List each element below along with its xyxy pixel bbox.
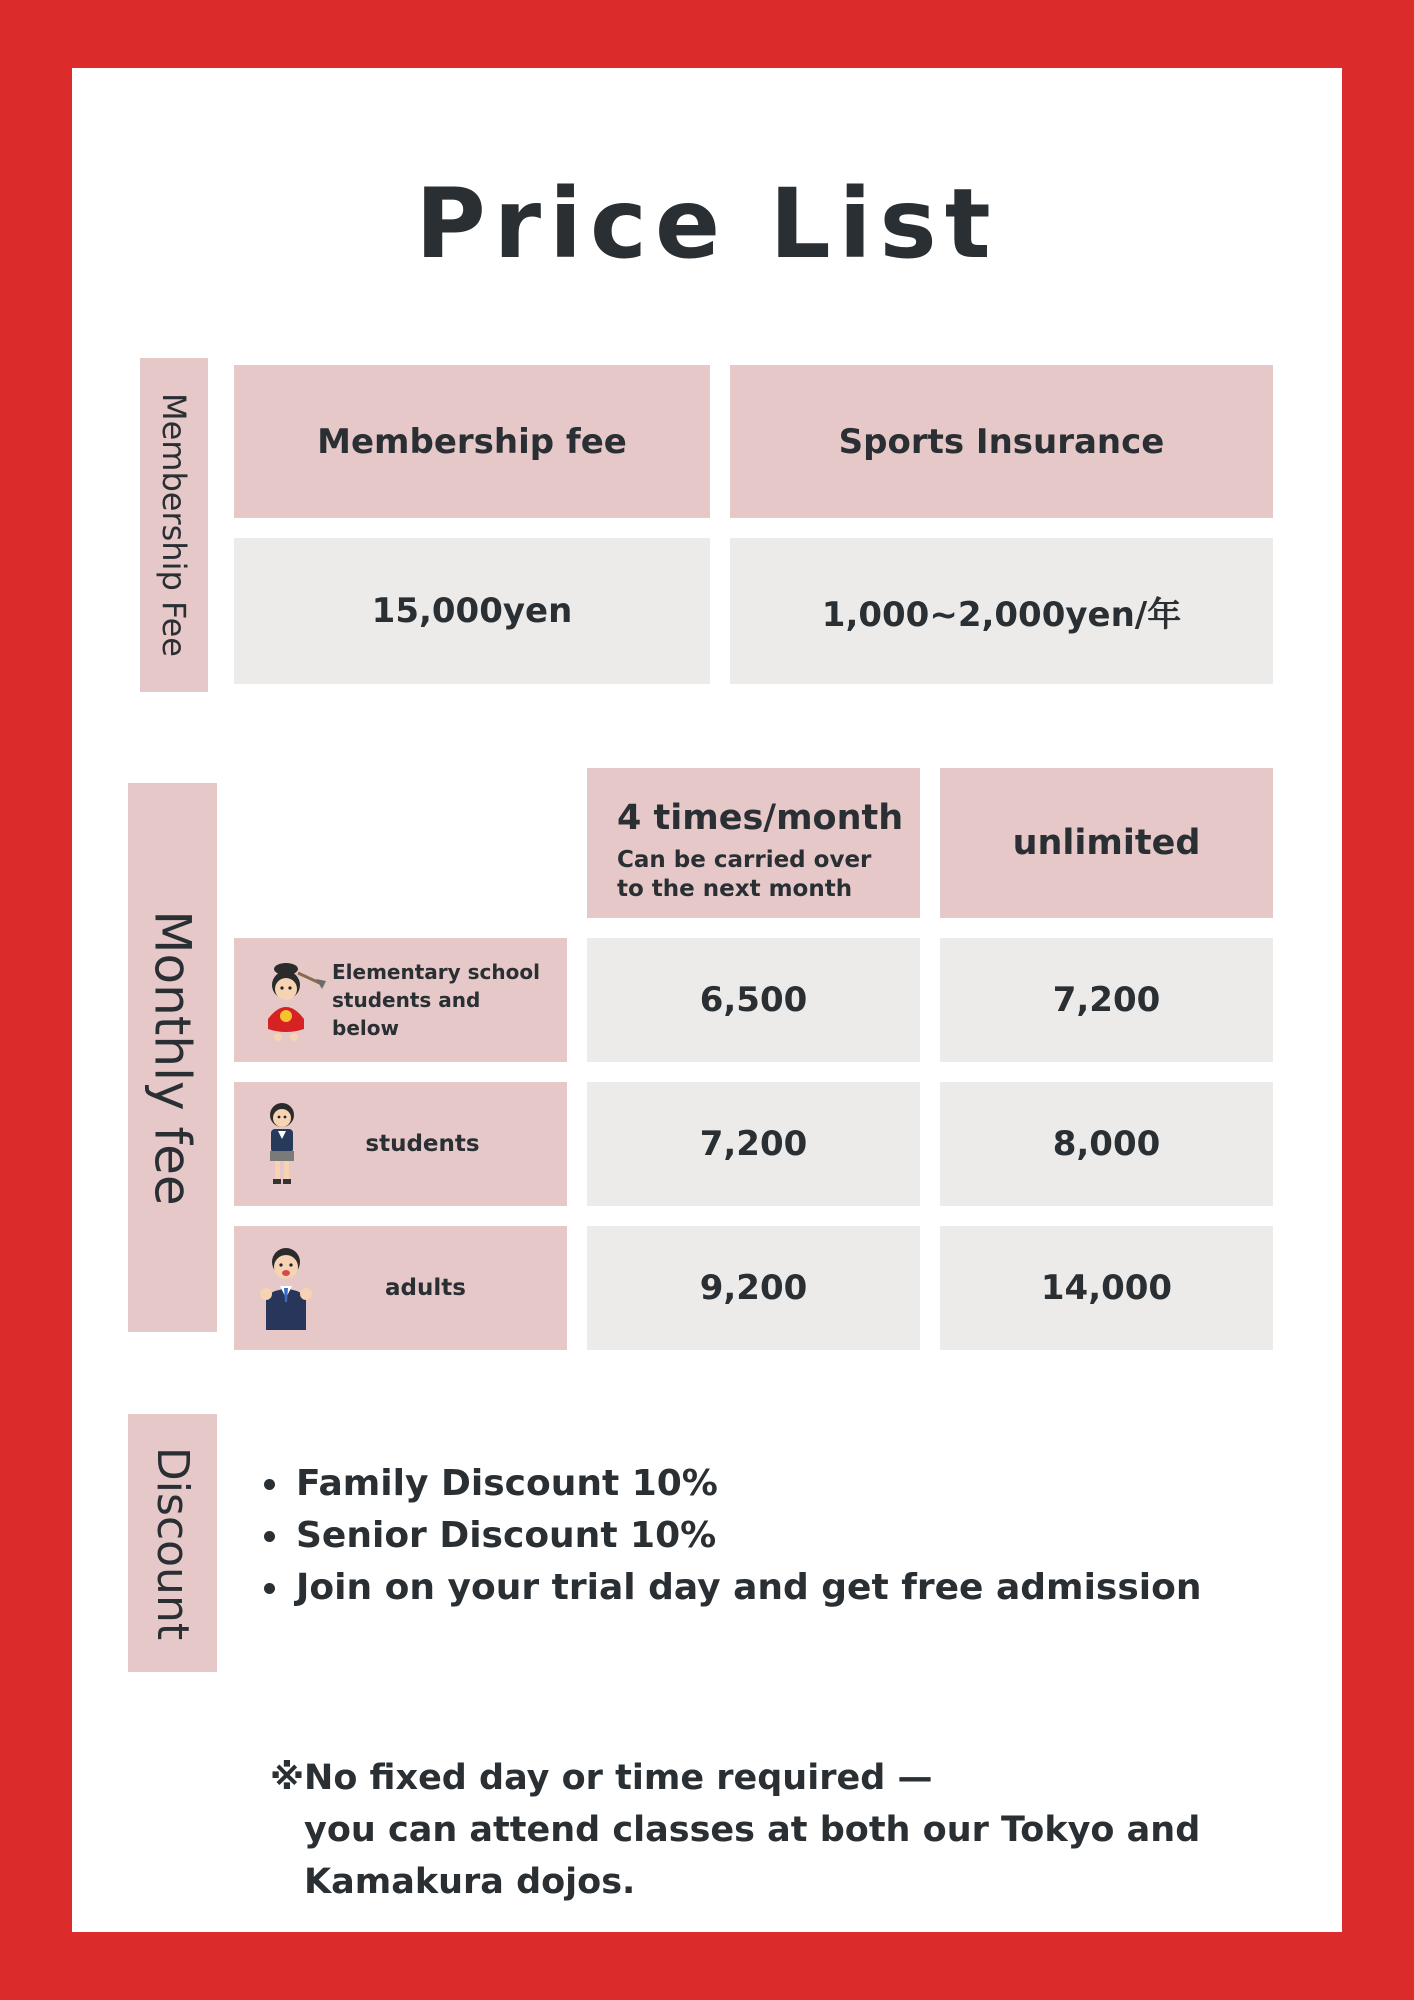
discount-item-trial: • Join on your trial day and get free admission: [292, 1562, 1302, 1614]
discount-item-family: • Family Discount 10%: [292, 1458, 1302, 1510]
price-adults-unlimited: 14,000: [940, 1226, 1273, 1350]
price-students-4-times: 7,200: [587, 1082, 920, 1206]
page-title: Price List: [415, 168, 999, 280]
footnote: [270, 1752, 1300, 1908]
monthly-section-label: [128, 783, 217, 1332]
membership-section-label: [140, 358, 208, 692]
membership-fee-value: 15,000yen: [234, 538, 710, 684]
plan-header-unlimited: unlimited: [940, 768, 1273, 918]
businessman-icon: [258, 1246, 314, 1330]
price-elementary-unlimited: 7,200: [940, 938, 1273, 1062]
membership-fee-header: Membership fee: [234, 365, 710, 518]
student-icon: [258, 1101, 308, 1187]
child-mascot-icon: [258, 959, 328, 1041]
row-students-label: [234, 1082, 567, 1206]
plan-note-4-times: Can be carried over to the next month: [617, 847, 872, 902]
price-adults-4-times: 9,200: [587, 1226, 920, 1350]
discount-section-label-text: Discount: [147, 1446, 199, 1640]
membership-section-label-text: Membership Fee: [155, 393, 194, 657]
discount-list: [252, 1458, 1302, 1614]
plan-name-4-times: 4 times/month: [617, 798, 904, 838]
price-students-unlimited: 8,000: [940, 1082, 1273, 1206]
row-students-label-text: students: [365, 1131, 480, 1157]
footnote-line-3: Kamakura dojos.: [304, 1862, 636, 1902]
monthly-section-label-text: Monthly fee: [143, 909, 202, 1206]
price-elementary-4-times: 6,500: [587, 938, 920, 1062]
row-adults-label-text: adults: [385, 1275, 466, 1301]
footnote-line-2: you can attend classes at both our Tokyo and: [304, 1810, 1201, 1850]
row-elementary-label: [234, 938, 567, 1062]
discount-list-container: [252, 1458, 1302, 1614]
discount-section-label: [128, 1414, 217, 1672]
sports-insurance-value: 1,000~2,000yen/年: [730, 538, 1273, 684]
plan-header-4-times: [587, 768, 920, 918]
row-adults-label: [234, 1226, 567, 1350]
sports-insurance-header: Sports Insurance: [730, 365, 1273, 518]
row-elementary-label-text: Elementary school students and below: [332, 960, 540, 1040]
footnote-line-1: ※No fixed day or time required —: [270, 1758, 933, 1798]
discount-item-senior: • Senior Discount 10%: [292, 1510, 1302, 1562]
price-list-sheet: [72, 68, 1342, 1932]
